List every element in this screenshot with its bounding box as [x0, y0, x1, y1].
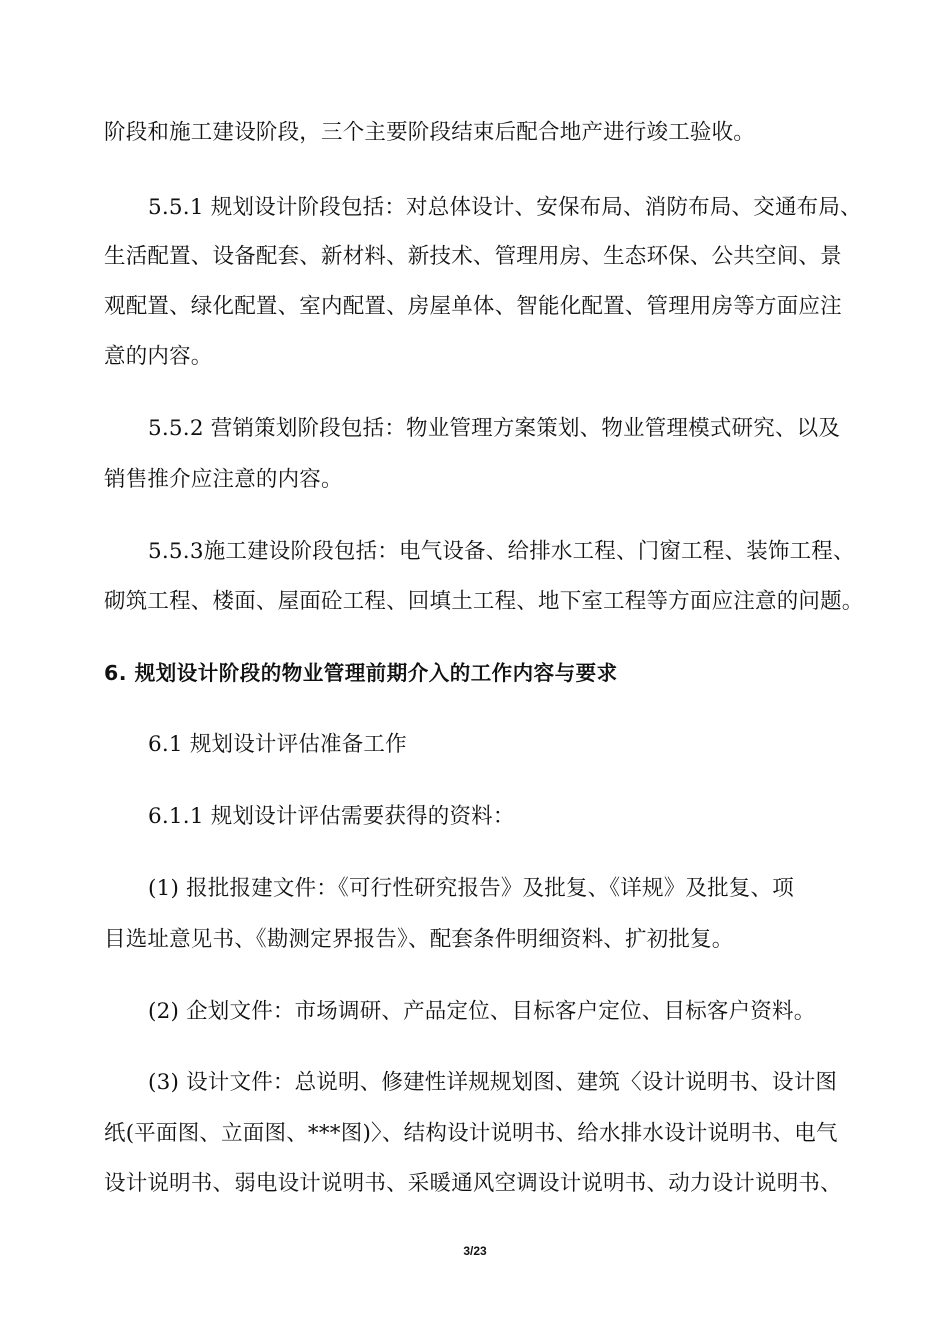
subsection-heading: 6.1 规划设计评估准备工作 [148, 732, 407, 757]
list-item-line: 设计说明书、弱电设计说明书、采暖通风空调设计说明书、动力设计说明书、 [104, 1171, 842, 1196]
paragraph-line: 销售推介应注意的内容。 [104, 467, 343, 492]
paragraph-line: 砌筑工程、楼面、屋面砼工程、回填土工程、地下室工程等方面应注意的问题。 [104, 589, 864, 614]
paragraph-line: 5.5.1 规划设计阶段包括：对总体设计、安保布局、消防布局、交通布局、 [148, 195, 862, 220]
subsection-heading: 6.1.1 规划设计评估需要获得的资料： [148, 804, 515, 829]
section-heading: 6. 规划设计阶段的物业管理前期介入的工作内容与要求 [104, 661, 618, 685]
list-item-line: (2) 企划文件：市场调研、产品定位、目标客户定位、目标客户资料。 [148, 999, 816, 1024]
paragraph-line: 生活配置、设备配套、新材料、新技术、管理用房、生态环保、公共空间、景 [104, 244, 842, 269]
list-item-line: (3) 设计文件：总说明、修建性详规规划图、建筑〈设计说明书、设计图 [148, 1070, 838, 1095]
paragraph-line: 5.5.2 营销策划阶段包括：物业管理方案策划、物业管理模式研究、以及 [148, 416, 841, 441]
list-item-line: 目选址意见书、《勘测定界报告》、配套条件明细资料、扩初批复。 [104, 927, 734, 952]
page-number: 3/23 [463, 1244, 487, 1258]
paragraph-line: 阶段和施工建设阶段，三个主要阶段结束后配合地产进行竣工验收。 [104, 120, 756, 145]
paragraph-line: 意的内容。 [104, 344, 213, 369]
paragraph-line: 5.5.3施工建设阶段包括：电气设备、给排水工程、门窗工程、装饰工程、 [148, 539, 855, 564]
list-item-line: (1) 报批报建文件：《可行性研究报告》及批复、《详规》及批复、项 [148, 876, 794, 901]
paragraph-line: 观配置、绿化配置、室内配置、房屋单体、智能化配置、管理用房等方面应注 [104, 294, 842, 319]
list-item-line: 纸(平面图、立面图、***图)〉、结构设计说明书、给水排水设计说明书、电气 [104, 1121, 838, 1146]
